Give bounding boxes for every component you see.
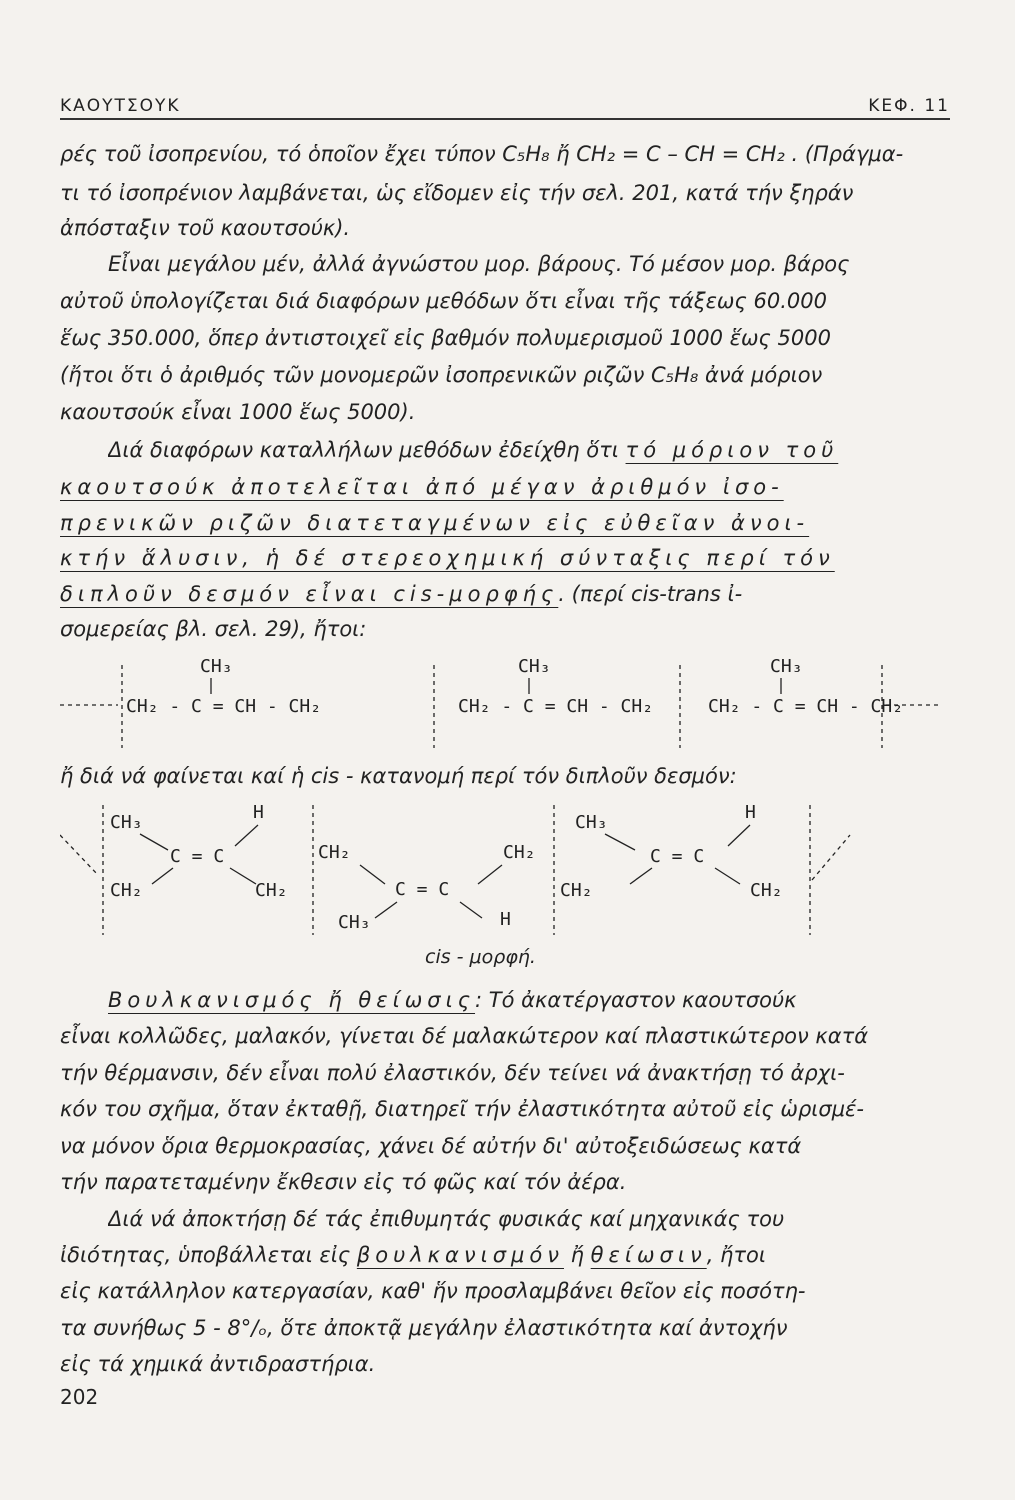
text-segment: : Τό ἀκατέργαστον καουτσούκ: [475, 988, 797, 1012]
page-number: 202: [60, 1385, 99, 1409]
text-segment: . (περί cis-trans ἰ-: [558, 582, 743, 606]
methylene-group: CH₂: [750, 880, 783, 901]
header-rule: [60, 118, 950, 120]
text-line: [60, 986, 960, 1014]
figure-caption: cis - μορφή.: [425, 946, 536, 968]
text-line: ρές τοῦ ἰσοπρενίου, τό ὁποῖον ἔχει τύπον C₅H₈ ἤ CH₂ = C – CH = CH₂ . (Πράγμα-: [60, 142, 904, 166]
chain-continuation: [60, 835, 98, 875]
bond: [152, 868, 173, 884]
text-segment: Διά διαφόρων καταλλήλων μεθόδων ἐδείχθη ὅτι: [108, 438, 626, 462]
polyisoprene-chain-formula: [60, 650, 960, 750]
text-line: Εἶναι μεγάλου μέν, ἀλλά ἀγνώστου μορ. βάρους. Τό μέσον μορ. βάρος: [108, 252, 850, 276]
monomer-unit: CH₂ - C = CH - CH₂: [126, 696, 322, 717]
bond: [715, 868, 740, 884]
methylene-group: CH₂: [503, 842, 536, 863]
hydrogen-atom: H: [500, 909, 511, 930]
double-bond: C = C: [170, 846, 225, 867]
bond: [230, 868, 256, 884]
emphasis-underlined: τό μόριον τοῦ: [625, 438, 839, 462]
text-segment: ἤ: [563, 1243, 591, 1267]
emphasis-underlined-line: κτήν ἅλυσιν, ἡ δέ στερεοχημική σύνταξις περί τόν: [60, 546, 835, 570]
methyl-group: CH₃: [518, 656, 551, 677]
methyl-group: CH₃: [770, 656, 803, 677]
methyl-group: CH₃: [338, 912, 371, 933]
double-bond: C = C: [650, 846, 705, 867]
bond: [478, 865, 502, 884]
bond: [140, 834, 168, 850]
monomer-unit: CH₂ - C = CH - CH₂: [708, 696, 904, 717]
monomer-unit: CH₂ - C = CH - CH₂: [458, 696, 654, 717]
hydrogen-atom: H: [745, 802, 756, 823]
emphasis-underlined: διπλοῦν δεσμόν εἶναι cis-μορφής: [60, 582, 559, 606]
running-header: [60, 96, 950, 122]
bond: [460, 902, 482, 918]
text-line: σομερείας βλ. σελ. 29), ἤτοι:: [60, 617, 367, 641]
methyl-group: CH₃: [575, 812, 608, 833]
bond: [375, 902, 397, 918]
text-segment: , ἤτοι: [706, 1243, 766, 1267]
text-line: τι τό ἰσοπρένιον λαμβάνεται, ὡς εἴδομεν εἰς τήν σελ. 201, κατά τήν ξηράν: [60, 181, 854, 205]
text-line: [60, 580, 960, 608]
text-line: κόν του σχῆμα, ὅταν ἐκταθῇ, διατηρεῖ τήν ἐλαστικότητα αὐτοῦ εἰς ὡρισμέ-: [60, 1097, 864, 1121]
header-chapter: ΚΕΦ. 11: [868, 96, 950, 116]
text-line: τήν παρατεταμένην ἔκθεσιν εἰς τό φῶς καί τόν ἀέρα.: [60, 1170, 627, 1194]
text-line: Διά νά ἀποκτήσῃ δέ τάς ἐπιθυμητάς φυσικάς καί μηχανικάς του: [108, 1207, 785, 1231]
cis-configuration-formula: [60, 800, 960, 940]
text-line: εἰς κατάλληλον κατεργασίαν, καθ' ἥν προσλαμβάνει θεῖον εἰς ποσότη-: [60, 1279, 806, 1303]
text-line: εἰς τά χημικά ἀντιδραστήρια.: [60, 1352, 376, 1376]
double-bond: C = C: [395, 879, 450, 900]
emphasis-underlined: βουλκανισμόν: [356, 1243, 564, 1267]
text-line: τήν θέρμανσιν, δέν εἶναι πολύ ἐλαστικόν, δέν τείνει νά ἀνακτήσῃ τό ἀρχι-: [60, 1061, 845, 1085]
text-line: (ἤτοι ὅτι ὁ ἀριθμός τῶν μονομερῶν ἰσοπρενικῶν ριζῶν C₅H₈ ἀνά μόριον: [60, 363, 823, 387]
methyl-group: CH₃: [200, 656, 233, 677]
methylene-group: CH₂: [110, 880, 143, 901]
emphasis-underlined-line: πρενικῶν ριζῶν διατεταγμένων εἰς εὐθεῖαν ἀνοι-: [60, 511, 810, 535]
text-line: τα συνήθως 5 - 8°/ₒ, ὅτε ἀποκτᾷ μεγάλην ἐλαστικότητα καί ἀντοχήν: [60, 1316, 788, 1340]
hydrogen-atom: H: [253, 802, 264, 823]
header-title: ΚΑΟΥΤΣΟΥΚ: [60, 96, 181, 116]
text-line: ἀπόσταξιν τοῦ καουτσούκ).: [60, 216, 351, 240]
bond: [728, 825, 750, 846]
methyl-group: CH₃: [110, 812, 143, 833]
emphasis-underlined-line: καουτσούκ ἀποτελεῖται ἀπό μέγαν ἀριθμόν ἰσο-: [60, 475, 784, 499]
emphasis-underlined: θείωσιν: [590, 1243, 707, 1267]
chain-continuation: [812, 835, 850, 880]
bond: [235, 825, 258, 846]
methylene-group: CH₂: [318, 842, 351, 863]
text-segment: ἰδιότητας, ὑποβάλλεται εἰς: [60, 1243, 357, 1267]
methylene-group: CH₂: [560, 880, 593, 901]
text-line: [108, 436, 960, 464]
text-line: καουτσούκ εἶναι 1000 ἕως 5000).: [60, 400, 416, 424]
text-line: ἕως 350.000, ὅπερ ἀντιστοιχεῖ εἰς βαθμόν πολυμερισμοῦ 1000 ἕως 5000: [60, 326, 831, 350]
text-line: αὐτοῦ ὑπολογίζεται διά διαφόρων μεθόδων ὅτι εἶναι τῆς τάξεως 60.000: [60, 289, 827, 313]
text-line: εἶναι κολλῶδες, μαλακόν, γίνεται δέ μαλακώτερον καί πλαστικώτερον κατά: [60, 1024, 869, 1048]
text-line: [60, 1241, 960, 1269]
bond: [630, 868, 652, 884]
text-line: να μόνον ὅρια θερμοκρασίας, χάνει δέ αὐτήν δι' αὐτοξειδώσεως κατά: [60, 1134, 802, 1158]
section-title: Βουλκανισμός ἤ θείωσις: [108, 988, 476, 1012]
methylene-group: CH₂: [255, 880, 288, 901]
bond: [360, 865, 385, 884]
text-line: ἤ διά νά φαίνεται καί ἡ cis - κατανομή περί τόν διπλοῦν δεσμόν:: [60, 764, 737, 788]
bond: [605, 834, 635, 850]
